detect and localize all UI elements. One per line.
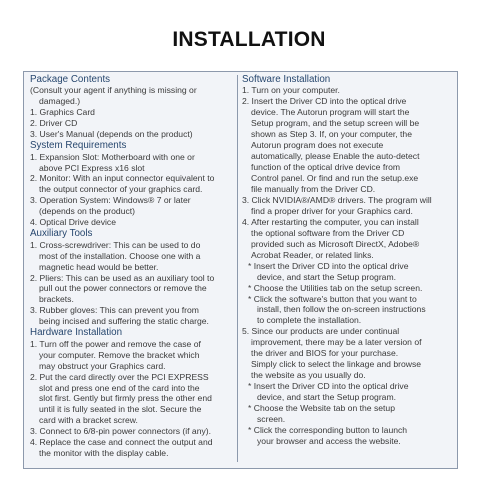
text-line: slot and press one end of the card into the	[39, 382, 200, 393]
text-line: your computer. Remove the bracket which	[39, 349, 200, 360]
text-line: 1. Expansion Slot: Motherboard with one or	[30, 151, 195, 162]
text-line: 2. Pliers: This can be used as an auxiliary tool to	[30, 272, 215, 283]
text-line: most of the installation. Choose one with a	[39, 250, 201, 261]
text-line: (Consult your agent if anything is missing or	[30, 85, 197, 96]
text-line: (depends on the product)	[39, 206, 136, 217]
text-line: the website as you usually do.	[251, 370, 366, 381]
text-line: pull out the power connectors or remove the	[39, 283, 207, 294]
text-line: magnetic head would be better.	[39, 261, 159, 272]
text-line: damaged.)	[39, 96, 81, 107]
text-line: 1. Graphics Card	[30, 107, 95, 118]
text-line: improvement, there may be a later version of	[251, 337, 422, 348]
text-line: may obstruct your Graphics card.	[39, 360, 166, 371]
text-line: 3. Click NVIDIA®/AMD® drivers. The program will	[242, 194, 432, 205]
text-line: device, and start the Setup program.	[257, 392, 397, 403]
left-column	[30, 74, 233, 459]
text-line: device, and start the Setup program.	[257, 271, 397, 282]
text-line: the monitor with the display cable.	[39, 448, 169, 459]
text-line: the optional software from the Driver CD	[251, 227, 405, 238]
section-heading: Auxiliary Tools	[30, 228, 93, 240]
text-line: card with a bracket screw.	[39, 415, 138, 426]
section-heading: Hardware Installation	[30, 327, 123, 339]
page-title: INSTALLATION	[172, 28, 326, 51]
text-line: 3. User's Manual (depends on the product)	[30, 129, 193, 140]
text-line: your browser and access the website.	[257, 435, 401, 446]
text-line: 5. Since our products are under continual	[242, 326, 400, 337]
text-line: the driver and BIOS for your purchase.	[251, 348, 399, 359]
text-line: * Choose the Website tab on the setup	[248, 403, 395, 414]
text-line: provided such as Microsoft DirectX, Adobe®	[251, 238, 420, 249]
text-line: 4. Replace the case and connect the output and	[30, 437, 213, 448]
text-line: 2. Put the card directly over the PCI EXPRESS	[30, 371, 209, 382]
text-line: shown as Step 3. If, on your computer, the	[251, 129, 412, 140]
text-line: 4. After restarting the computer, you can install	[242, 216, 419, 227]
text-line: screen.	[257, 414, 286, 424]
text-line: function of the optical drive device from	[251, 162, 401, 173]
text-line: brackets.	[39, 294, 74, 305]
text-line: above PCI Express x16 slot	[39, 162, 145, 173]
text-line: 3. Operation System: Windows® 7 or later	[30, 195, 191, 206]
text-line: Autorun program does not execute	[251, 140, 384, 151]
text-line: the output connector of your graphics card.	[39, 184, 203, 195]
text-line: install, then follow the on-screen instructions	[257, 304, 426, 315]
text-line: 2. Driver CD	[30, 118, 78, 129]
text-line: file manually from the Driver CD.	[251, 183, 376, 194]
section-heading: System Requirements	[30, 140, 127, 152]
text-line: Acrobat Reader, or related links.	[251, 249, 374, 260]
text-line: 3. Connect to 6/8-pin power connectors (if any).	[30, 426, 212, 437]
text-line: to complete the installation.	[257, 315, 362, 326]
text-line: Setup program, and the setup screen will be	[251, 118, 420, 129]
text-line: * Click the software's button that you want to	[248, 293, 417, 304]
text-line: until it is fully seated in the slot. Secure the	[39, 404, 202, 415]
text-line: * Choose the Utilities tab on the setup screen.	[248, 282, 423, 293]
text-line: 2. Monitor: With an input connector equivalent to	[30, 173, 215, 184]
text-line: slot first. Gently but firmly press the other end	[39, 393, 212, 404]
text-line: Control panel. Or find and run the setup.exe	[251, 173, 419, 184]
text-line: 1. Turn off the power and remove the case of	[30, 338, 201, 349]
text-line: automatically, please Enable the auto-detect	[251, 151, 420, 162]
text-line: device. The Autorun program will start the	[251, 107, 410, 118]
section-heading: Package Contents	[30, 74, 111, 85]
column-divider	[237, 75, 238, 462]
text-line: * Click the corresponding button to launch	[248, 424, 408, 435]
text-line: * Insert the Driver CD into the optical drive	[248, 260, 409, 271]
right-column	[242, 74, 456, 447]
section-heading: Software Installation	[242, 74, 331, 85]
text-line: find a proper driver for your Graphics card.	[251, 205, 413, 216]
text-line: 4. Optical Drive device	[30, 217, 116, 228]
text-line: * Insert the Driver CD into the optical drive	[248, 381, 409, 392]
text-line: Simply click to select the linkage and browse	[251, 359, 422, 370]
text-line: 1. Turn on your computer.	[242, 85, 340, 96]
text-line: 2. Insert the Driver CD into the optical drive	[242, 96, 407, 107]
text-line: 1. Cross-screwdriver: This can be used to do	[30, 239, 201, 250]
text-line: 3. Rubber gloves: This can prevent you from	[30, 305, 199, 316]
text-line: being incised and suffering the static charge.	[39, 316, 209, 327]
